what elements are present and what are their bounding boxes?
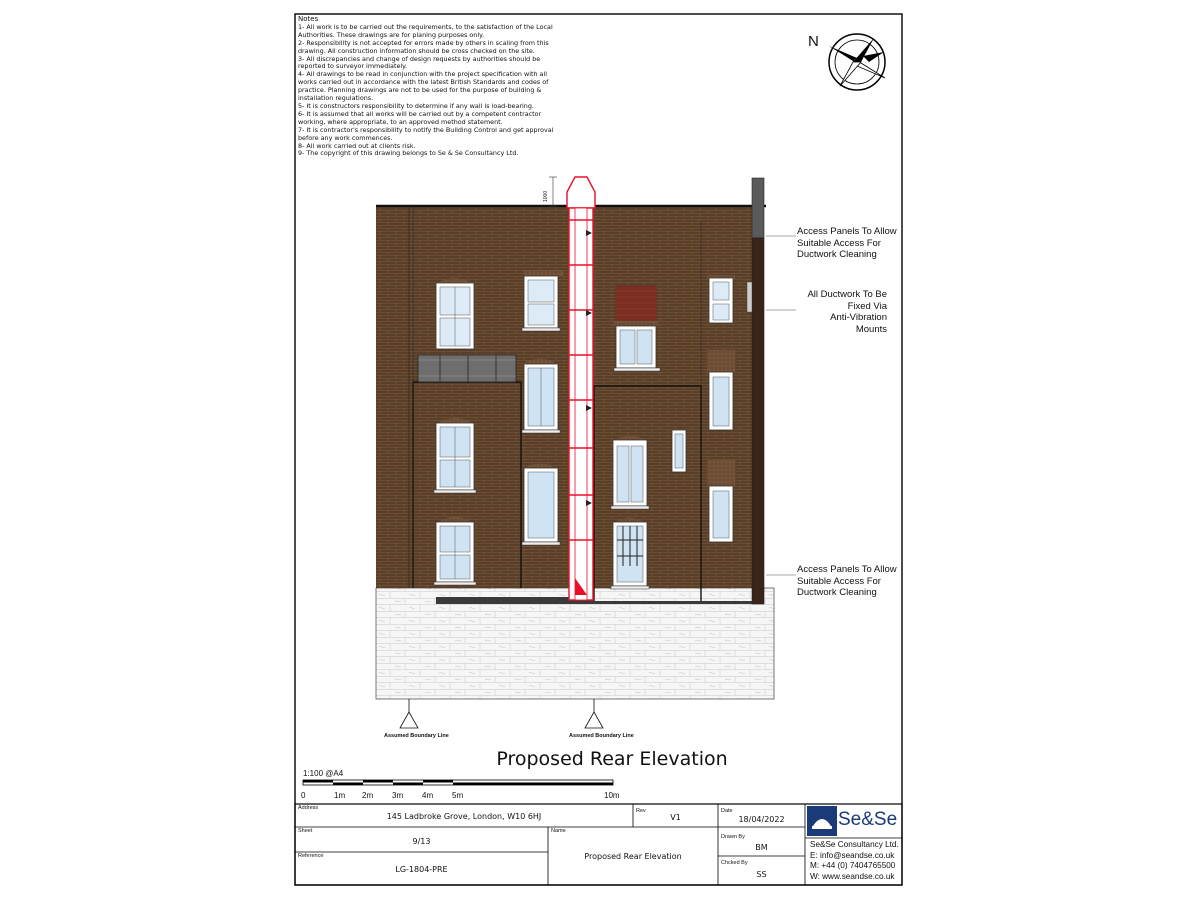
rear-paving bbox=[376, 588, 774, 699]
date-label: Date bbox=[721, 808, 733, 814]
note-item: 3- All discrepancies and change of design requests by authorities should be reported to surveyor immediately. bbox=[298, 54, 541, 71]
rev-value: V1 bbox=[670, 813, 681, 822]
address-value: 145 Ladbroke Grove, London, W10 6HJ bbox=[386, 812, 542, 821]
company-name: Se&Se Consultancy Ltd. bbox=[810, 840, 899, 849]
address-label: Address bbox=[298, 805, 319, 811]
note-item: 7- It is contractor's responsibility to notify the Building Control and get approval before any work commences. bbox=[298, 125, 554, 142]
soil-stack bbox=[752, 178, 764, 238]
note-item: 4- All drawings to be read in conjunction with the project specification with all works carried out in accordance with the latest British Standards and codes of practice. Planning drawings are not to be used for the purpose of building & installation regulations. bbox=[298, 70, 549, 103]
boundary-label-right: Assumed Boundary Line bbox=[569, 733, 634, 739]
checked-by-value: SS bbox=[756, 870, 767, 879]
note-item: 6- It is assumed that all works will be carried out by a competent contractor working, where appropriate, to an approved method statement. bbox=[298, 109, 542, 126]
scale-bar bbox=[303, 780, 613, 785]
scale-tick-label: 5m bbox=[452, 791, 464, 800]
north-arrow-icon bbox=[829, 34, 885, 90]
note-item: 8- All work carried out at clients risk. bbox=[298, 141, 416, 150]
boundary-marker-right bbox=[585, 699, 603, 728]
dimension-label: 1000 bbox=[543, 190, 549, 202]
scale-tick-label: 1m bbox=[334, 791, 346, 800]
note-item: 5- It is constructors responsibility to determine if any wall is load-bearing. bbox=[298, 101, 534, 110]
company-logo-text: Se&Se bbox=[838, 809, 898, 830]
drawing-title: Proposed Rear Elevation bbox=[496, 748, 728, 770]
company-phone: M: +44 (0) 7404765500 bbox=[810, 861, 896, 871]
callout-anti-vibration: All Ductwork To Be Fixed Via Anti-Vibration Mounts bbox=[807, 289, 887, 335]
name-value: Proposed Rear Elevation bbox=[584, 852, 682, 861]
scale-ratio: 1:100 @A4 bbox=[303, 769, 344, 778]
extract-ductwork bbox=[567, 177, 595, 600]
name-label: Name bbox=[551, 828, 566, 834]
note-item: 9- The copyright of this drawing belongs to Se & Se Consultancy Ltd. bbox=[298, 149, 519, 158]
company-logo-icon bbox=[807, 806, 837, 836]
sheet-label: Sheet bbox=[298, 828, 313, 834]
balcony-railing bbox=[418, 355, 516, 382]
notes-heading: Notes bbox=[298, 15, 319, 23]
scale-tick-label: 4m bbox=[422, 791, 434, 800]
callout-access-panels-top: Access Panels To Allow Suitable Access For Ductwork Cleaning bbox=[797, 226, 897, 260]
date-value: 18/04/2022 bbox=[738, 815, 785, 824]
reference-label: Reference bbox=[298, 853, 324, 859]
note-item: 1- All work is to be carried out the requirements, to the satisfaction of the Local Authorities. These drawings are for planing purposes only. bbox=[298, 22, 553, 39]
boundary-label-left: Assumed Boundary Line bbox=[384, 733, 449, 739]
note-item: 2- Responsibility is not accepted for errors made by others in scaling from this drawing. All construction information should be cross checked on the site. bbox=[298, 38, 549, 55]
scale-tick-label: 3m bbox=[392, 791, 404, 800]
sheet-value: 9/13 bbox=[412, 837, 431, 846]
scale-tick-label: 2m bbox=[362, 791, 374, 800]
company-email: E: info@seandse.co.uk bbox=[810, 850, 895, 860]
general-notes bbox=[298, 16, 560, 158]
north-label: N bbox=[808, 33, 819, 50]
company-web: W: www.seandse.co.uk bbox=[810, 871, 895, 881]
drawn-by-value: BM bbox=[755, 843, 768, 852]
rev-label: Rev bbox=[636, 808, 646, 814]
checked-by-label: Chcked By bbox=[721, 860, 748, 866]
company-details bbox=[810, 840, 899, 882]
boundary-marker-left bbox=[400, 699, 418, 728]
drawn-by-label: Drawn By bbox=[721, 834, 745, 840]
callout-access-panels-bottom: Access Panels To Allow Suitable Access For Ductwork Cleaning bbox=[797, 564, 897, 598]
scale-tick-label: 0 bbox=[301, 791, 306, 800]
scale-tick-label: 10m bbox=[604, 791, 620, 800]
reference-value: LG-1804-PRE bbox=[395, 865, 448, 874]
